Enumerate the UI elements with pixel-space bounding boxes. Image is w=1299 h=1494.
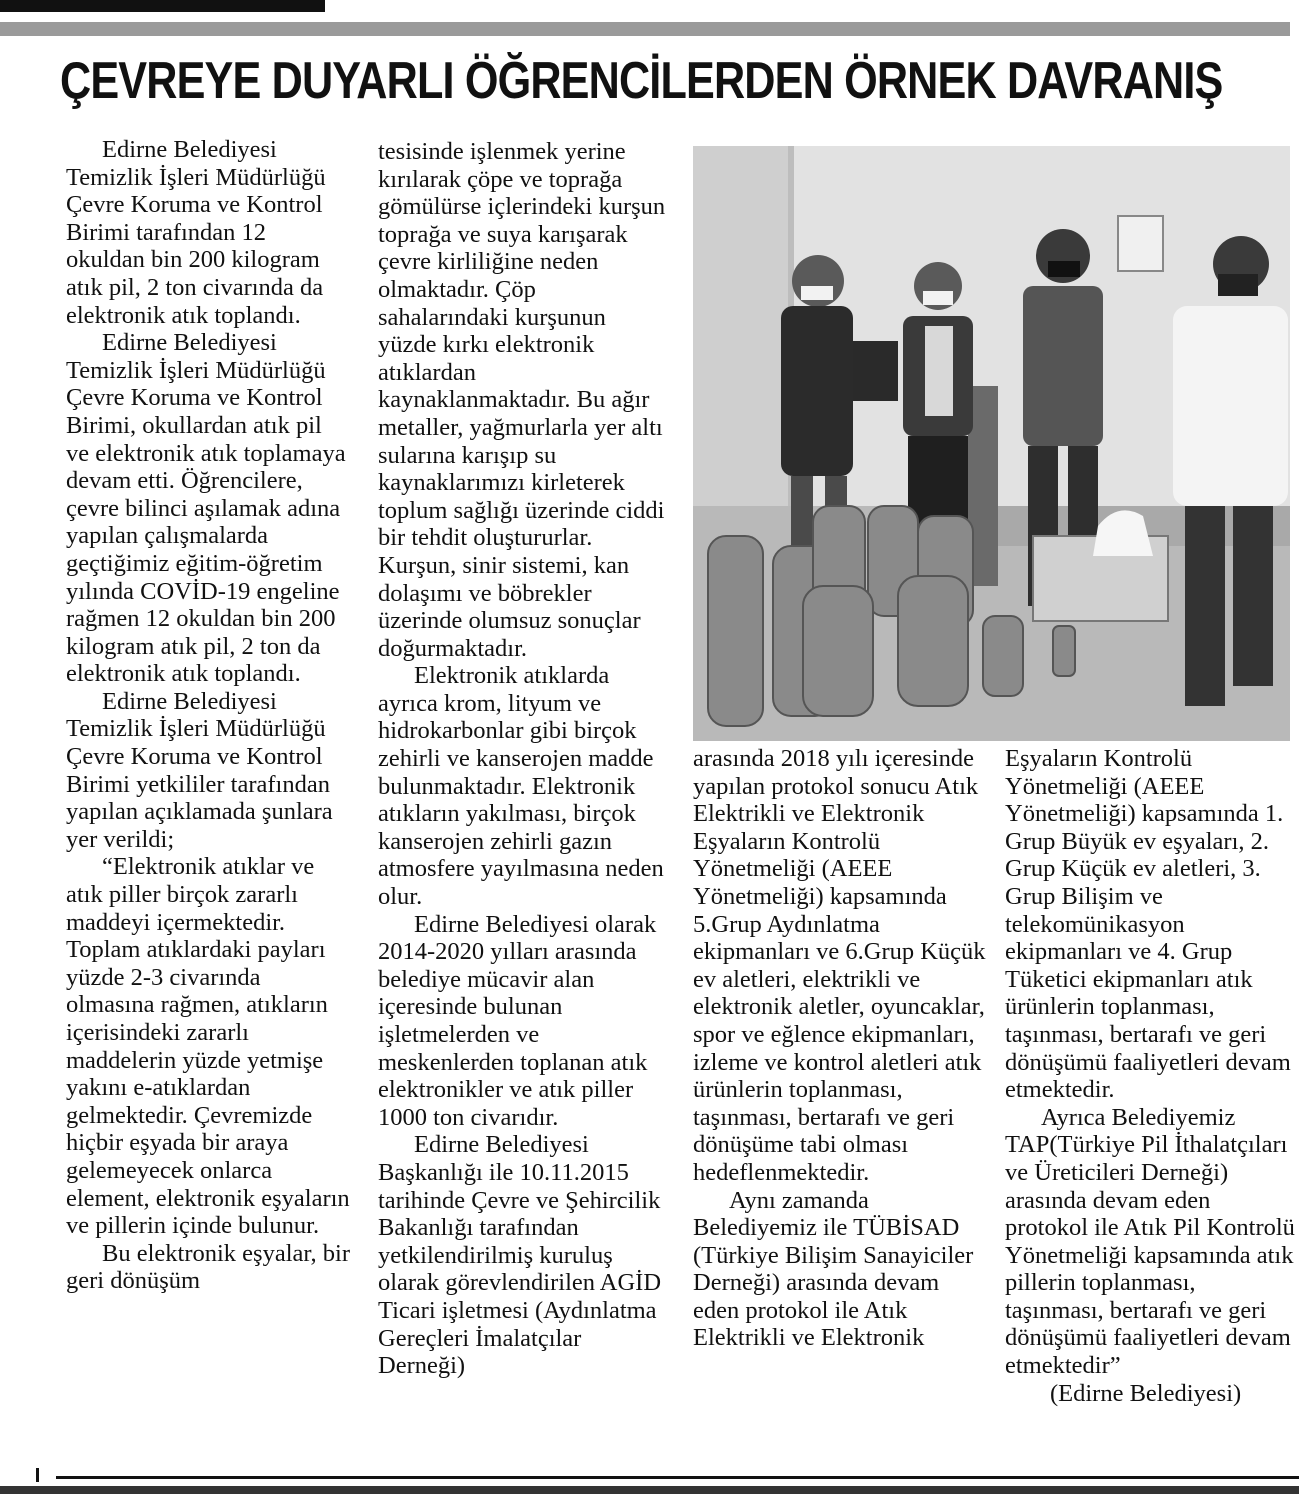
article-column-4 — [1005, 745, 1295, 1407]
paragraph: Bu elektronik eşyalar, bir geri dönüşüm — [66, 1239, 351, 1295]
top-rule-black — [0, 0, 325, 12]
bottom-tick — [36, 1468, 39, 1482]
paragraph: arasında 2018 yılı içeresinde yapılan protokol sonucu Atık Elektrikli ve Elektronik Eşyaların Kontrolü Yönetmeliği (AEEE Yönetmeliği) kapsamında 5.Grup Aydınlatma ekipmanları ve 6.Grup Küçük ev aletleri, elektrikli ve elektronik aletler, oyuncaklar, spor ve eğlence ekipmanları, izleme ve kontrol aletleri atık ürünlerin toplanması, taşınması, bertarafı ve geri dönüşüme tabi olması hedeflenmektedir. — [693, 745, 986, 1186]
source-credit: (Edirne Belediyesi) — [1050, 1379, 1242, 1407]
paragraph: Aynı zamanda Belediyemiz ile TÜBİSAD (Türkiye Bilişim Sanayiciler Derneği) arasında devam eden protokol ile Atık Elektrikli ve Elektronik — [693, 1186, 974, 1352]
paragraph: Edirne Belediyesi Temizlik İşleri Müdürlüğü Çevre Koruma ve Kontrol Birimi tarafından 12 okuldan bin 200 kilogram atık pil, 2 ton civarında da elektronik atık toplandı. — [66, 136, 326, 329]
headline: ÇEVREYE DUYARLI ÖĞRENCİLERDEN ÖRNEK DAVRANIŞ — [60, 52, 1223, 110]
paragraph: “Elektronik atıklar ve atık piller birçok zararlı maddeyi içermektedir. Toplam atıklardaki payları yüzde 2-3 civarında olmasına rağmen, atıkların içerisindeki zararlı maddelerin yüzde yetmişe yakını e-atıklardan gelmektedir. Çevremizde hiçbir eşyada bir araya gelemeyecek onlarca element, elektronik eşyaların ve pillerin içinde bulunur. — [66, 853, 350, 1240]
paragraph: Edirne Belediyesi Temizlik İşleri Müdürlüğü Çevre Koruma ve Kontrol Birimi, okullardan atık pil ve elektronik atık toplamaya devam etti. Öğrencilere, çevre bilinci aşılamak adına yapılan çalışmalarda geçtiğimiz eğitim-öğretim yılında COVİD-19 engeline rağmen 12 okuldan bin 200 kilogram atık pil, 2 ton da elektronik atık toplandı. — [66, 329, 346, 688]
paragraph: tesisinde işlenmek yerine kırılarak çöpe ve toprağa gömülürse içlerindeki kurşun toprağa ve suya karışarak çevre kirliliğine neden olmaktadır. Çöp sahalarındaki kurşunun yüzde kırkı elektronik atıklardan kaynaklanmaktadır. Bu ağır metaller, yağmurlarla yer altı sularına karışıp su kaynaklarımızı kirleterek toplum sağlığı üzerinde ciddi bir tehdit oluştururlar. Kurşun, sinir sistemi, kan dolaşımı ve böbrekler üzerinde olumsuz sonuçlar doğurmaktadır. — [378, 138, 666, 662]
paragraph: Ayrıca Belediyemiz TAP(Türkiye Pil İthalatçıları ve Üreticileri Derneği) arasında devam eden protokol ile Atık Pil Kontrolü Yönetmeliği kapsamında atık pillerin toplanması, taşınması, bertarafı ve geri dönüşümü faaliyetleri devam etmektedir” — [1005, 1103, 1295, 1380]
paragraph: Eşyaların Kontrolü Yönetmeliği (AEEE Yönetmeliği) kapsamında 1. Grup Büyük ev eşyaları, 2. Grup Küçük ev aletleri, 3. Grup Bilişim ve telekomünikasyon ekipmanları ve 4. Grup Tüketici ekipmanları atık ürünlerin toplanması, taşınması, bertarafı ve geri dönüşümü faaliyetleri devam etmektedir. — [1005, 745, 1291, 1104]
paragraph: Edirne Belediyesi olarak 2014-2020 yılları arasında belediye mücavir alan içeresinde bulunan işletmelerden ve meskenlerden toplanan atık elektronikler ve atık piller 1000 ton civarıdır. — [378, 910, 657, 1131]
paragraph: Elektronik atıklarda ayrıca krom, lityum ve hidrokarbonlar gibi birçok zehirli ve kanserojen madde bulunmaktadır. Elektronik atıkların yakılması, birçok kanserojen zehirli gazın atmosfere yayılmasına neden olur. — [378, 662, 664, 911]
photo-illustration — [693, 146, 1290, 741]
paragraph: Edirne Belediyesi Başkanlığı ile 10.11.2015 tarihinde Çevre ve Şehircilik Bakanlığı tarafından yetkilendirilmiş kuruluş olarak görevlendirilen AGİD Ticari işletmesi (Aydınlatma Gereçleri İmalatçılar Derneği) — [378, 1131, 662, 1380]
article-column-1 — [66, 136, 351, 1295]
paragraph: Edirne Belediyesi Temizlik İşleri Müdürlüğü Çevre Koruma ve Kontrol Birimi yetkililer tarafından yapılan açıklamada şunlara yer verildi; — [66, 687, 333, 853]
news-photo — [693, 146, 1290, 741]
article-column-2 — [378, 138, 668, 1380]
article-column-3 — [693, 745, 988, 1352]
bottom-rule — [56, 1476, 1299, 1479]
bottom-strip — [0, 1486, 1299, 1494]
